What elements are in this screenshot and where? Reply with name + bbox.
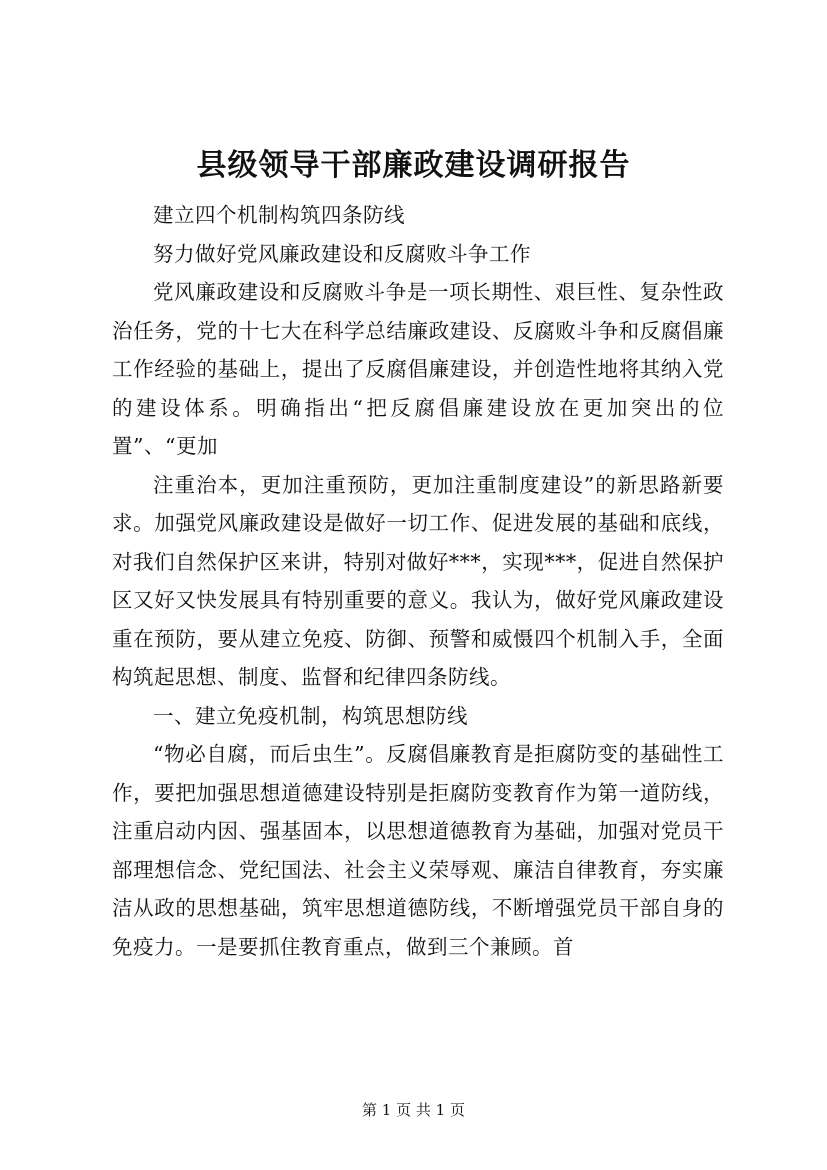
section-heading-1: 一、建立免疫机制，构筑思想防线	[153, 703, 468, 728]
paragraph-subtitle-1: 建立四个机制构筑四条防线	[153, 203, 405, 227]
paragraph-intro: 党风廉政建设和反腐败斗争是一项长期性、艰巨性、复杂性政治任务，党的十七大在科学总结廉政建设、反腐败斗争和反腐倡廉工作经验的基础上，提出了反腐倡廉建设，并创造性地将其纳入党的建设体系。明确指出“把反腐倡廉建设放在更加突出的位置”、“更加	[112, 280, 724, 458]
document-title: 县级领导干部廉政建设调研报告	[196, 148, 631, 183]
paragraph-section-1: “物必自腐，而后虫生”。反腐倡廉教育是拒腐防变的基础性工作，要把加强思想道德建设特别是拒腐防变教育作为第一道防线，注重启动内因、强基固本，以思想道德教育为基础，加强对党员干部理想信念、党纪国法、社会主义荣辱观、廉洁自律教育，夯实廉洁从政的思想基础，筑牢思想道德防线，不断增强党员干部自身的免疫力。一是要抓住教育重点，做到三个兼顾。首	[112, 742, 724, 959]
paragraph-requirements: 注重治本，更加注重预防，更加注重制度建设”的新思路新要求。加强党风廉政建设是做好一切工作、促进发展的基础和底线，对我们自然保护区来讲，特别对做好***，实现***，促进自然保护区又好又快发展具有特别重要的意义。我认为，做好党风廉政建设重在预防，要从建立免疫、防御、预警和威慑四个机制入手，全面构筑起思想、制度、监督和纪律四条防线。	[112, 472, 724, 689]
page-footer: 第 1 页 共 1 页	[362, 1101, 465, 1119]
document-body	[112, 196, 724, 966]
paragraph-subtitle-2: 努力做好党风廉政建设和反腐败斗争工作	[153, 241, 531, 266]
